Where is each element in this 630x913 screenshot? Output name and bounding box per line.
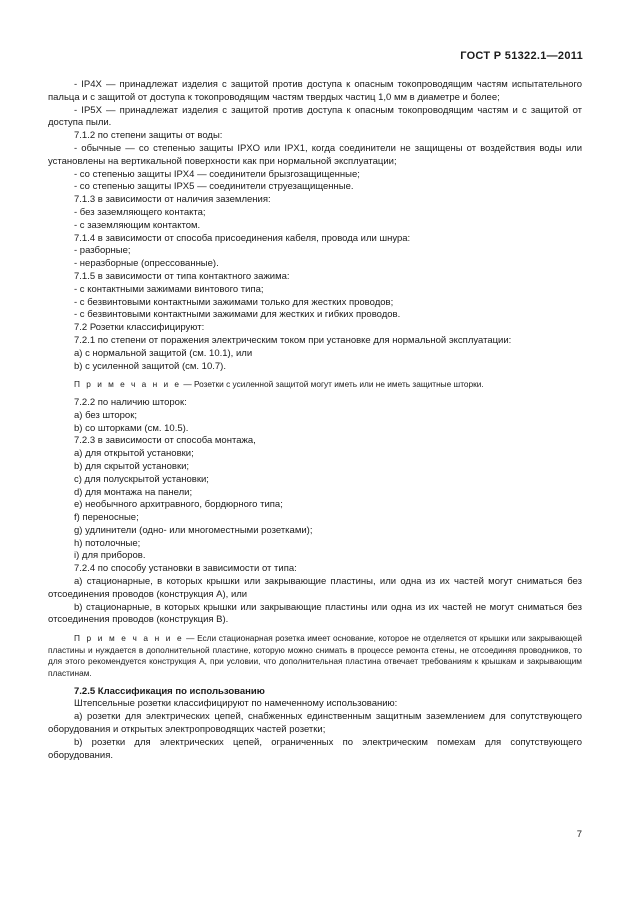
paragraph: - без заземляющего контакта; [74, 206, 206, 218]
note-label: П р и м е ч а н и е [74, 633, 184, 644]
paragraph: 7.2.1 по степени от поражения электрическим током при установке для нормальной эксплуатации: [74, 334, 512, 346]
paragraph: 7.1.4 в зависимости от способа присоединения кабеля, провода или шнура: [74, 232, 411, 244]
paragraph: - с безвинтовыми контактными зажимами только для жестких проводов; [74, 296, 394, 308]
paragraph: - IP5X — принадлежат изделия с защитой против доступа к опасным токопроводящим частям и с защитой от доступа пыли. [48, 104, 582, 129]
paragraph: - со степенью защиты IPX5 — соединители струезащищенные. [74, 181, 354, 193]
paragraph: - неразборные (опрессованные). [74, 258, 219, 270]
paragraph: - обычные — со степенью защиты IPXO или IPX1, когда соединители не защищены от воздействия воды или установлены на вертикальной поверхности как при нормальной эксплуатации; [48, 142, 582, 167]
paragraph: c) для полускрытой установки; [74, 473, 209, 485]
paragraph: а) без шторок; [74, 409, 138, 421]
document-header: ГОСТ Р 51322.1—2011 [460, 50, 583, 62]
paragraph: b) со шторками (см. 10.5). [74, 422, 189, 434]
paragraph: i) для приборов. [74, 550, 146, 562]
paragraph: b) розетки для электрических цепей, ограниченных по электрическим помехам для сопутствующего оборудования. [48, 736, 582, 761]
paragraph: f) переносные; [74, 512, 139, 524]
paragraph: h) потолочные; [74, 537, 141, 549]
paragraph: а) стационарные, в которых крышки или закрывающие пластины, или одна из их частей могут сниматься без отсоединения проводов (конструкция А), или [48, 576, 582, 600]
paragraph: 7.1.5 в зависимости от типа контактного зажима: [74, 270, 290, 282]
page-body [48, 79, 582, 762]
note-text: — Если стационарная розетка имеет основание, которое не отделяется от крышки или закрывающей пластины и нуждается в дополнительной пластине, которую можно снимать в процессе ремонта стены, не отсоединяя проводников, то для этого рекомендуется конструкция А, при условии, что дополнительная пластина отвечает требованиям к крышкам и закрывающим пластинам. [48, 633, 582, 679]
paragraph: а) для открытой установки; [74, 448, 194, 460]
paragraph: 7.2.2 по наличию шторок: [74, 396, 187, 408]
paragraph: - с заземляющим контактом. [74, 219, 201, 231]
paragraph: - с безвинтовыми контактными зажимами для жестких и гибких проводов. [74, 309, 401, 321]
section-title: 7.2.5 Классификация по использованию [74, 685, 265, 697]
paragraph: a) розетки для электрических цепей, снабженных единственным защитным заземлением для сопутствующего оборудования и открытых электропроводящих частей розетки; [48, 711, 582, 736]
paragraph: 7.1.3 в зависимости от наличия заземления: [74, 194, 271, 206]
paragraph: 7.2.3 в зависимости от способа монтажа, [74, 435, 256, 447]
paragraph: 7.2 Розетки классифицируют: [74, 322, 205, 334]
note-label: П р и м е ч а н и е [74, 379, 182, 390]
paragraph: а) с нормальной защитой (см. 10.1), или [74, 347, 253, 359]
paragraph: b) с усиленной защитой (см. 10.7). [74, 360, 226, 372]
note [48, 633, 582, 679]
page-number: 7 [576, 829, 582, 840]
paragraph: - со степенью защиты IPX4 — соединители брызгозащищенные; [74, 168, 360, 180]
paragraph: b) стационарные, в которых крышки или закрывающие пластины или одна из их частей не могут сниматься без отсоединения проводов (конструкция В). [48, 601, 582, 626]
paragraph: е) необычного архитравного, бордюрного типа; [74, 499, 283, 511]
paragraph: b) для скрытой установки; [74, 460, 190, 472]
paragraph: g) удлинители (одно- или многоместными розетками); [74, 524, 313, 536]
paragraph: 7.1.2 по степени защиты от воды: [74, 130, 223, 142]
paragraph: 7.2.4 по способу установки в зависимости от типа: [74, 563, 297, 575]
paragraph: Штепсельные розетки классифицируют по намеченному использованию: [74, 698, 398, 710]
paragraph: - с контактными зажимами винтового типа; [74, 283, 264, 295]
note [48, 379, 582, 391]
note-text: — Розетки с усиленной защитой могут иметь или не иметь защитные шторки. [181, 379, 484, 390]
paragraph: - разборные; [74, 245, 131, 257]
paragraph: d) для монтажа на панели; [74, 486, 193, 498]
paragraph: - IP4X — принадлежат изделия с защитой против доступа к опасным токопроводящим частям испытательного пальца и с защитой от доступа к токопроводящим частям твердых частиц 1,0 мм в диаметре и более; [48, 79, 582, 103]
